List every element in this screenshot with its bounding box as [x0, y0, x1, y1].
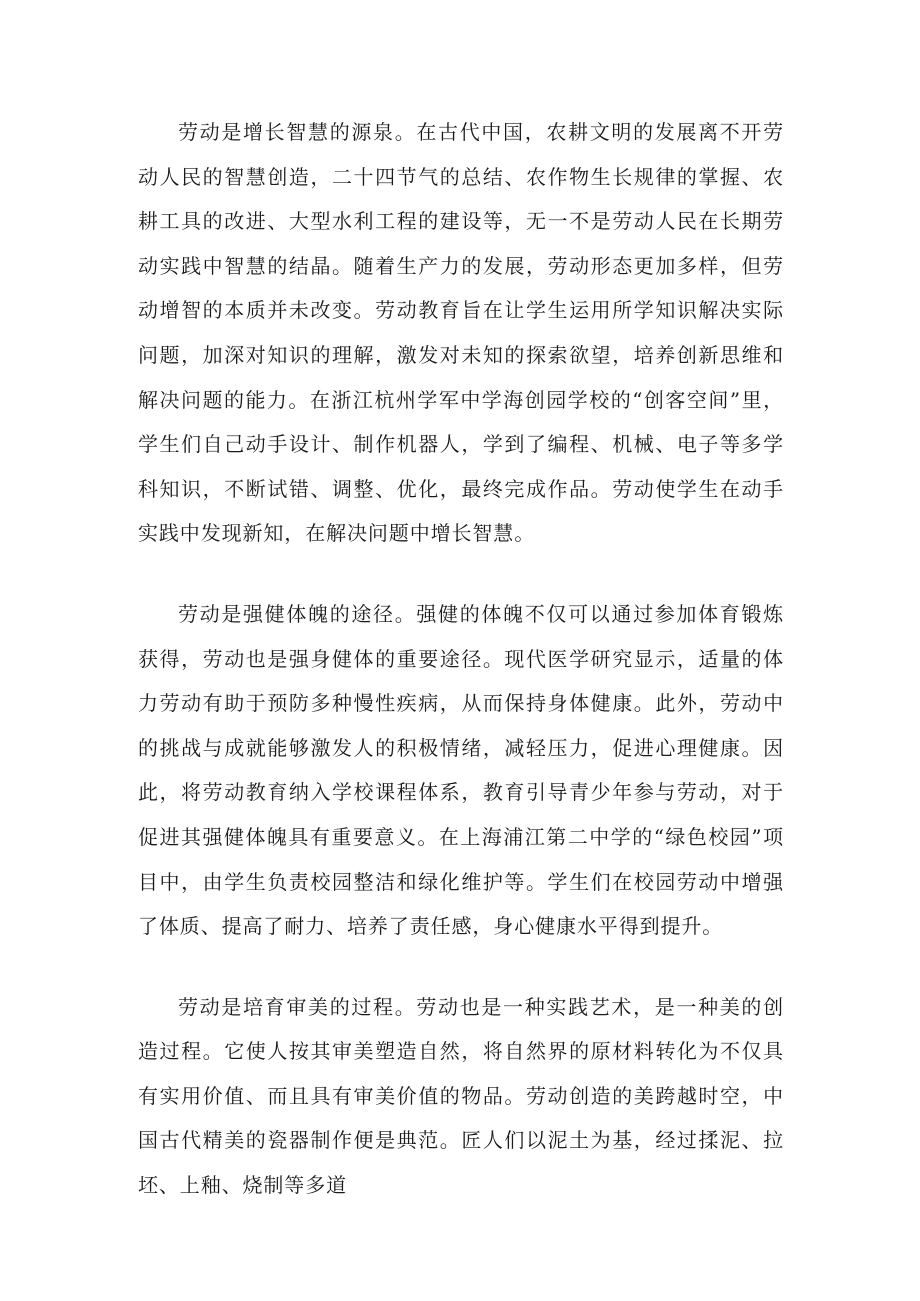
- paragraph-labor-aesthetics: 劳动是培育审美的过程。劳动也是一种实践艺术，是一种美的创造过程。它使人按其审美塑造自然，将自然界的原材料转化为不仅具有实用价值、而且具有审美价值的物品。劳动创造的美跨越时空，中国古代精美的瓷器制作便是典范。匠人们以泥土为基，经过揉泥、拉坯、上釉、烧制等多道: [138, 994, 784, 1198]
- paragraph-labor-wisdom: 劳动是增长智慧的源泉。在古代中国，农耕文明的发展离不开劳动人民的智慧创造，二十四节气的总结、农作物生长规律的掌握、农耕工具的改进、大型水利工程的建设等，无一不是劳动人民在长期劳动实践中智慧的结晶。随着生产力的发展，劳动形态更加多样，但劳动增智的本质并未改变。劳动教育旨在让学生运用所学知识解决实际问题，加深对知识的理解，激发对未知的探索欲望，培养创新思维和解决问题的能力。在浙江杭州学军中学海创园学校的“创客空间”里，学生们自己动手设计、制作机器人，学到了编程、机械、电子等多学科知识，不断试错、调整、优化，最终完成作品。劳动使学生在动手实践中发现新知，在解决问题中增长智慧。: [138, 120, 784, 546]
- paragraph-labor-health: 劳动是强健体魄的途径。强健的体魄不仅可以通过参加体育锻炼获得，劳动也是强身健体的重要途径。现代医学研究显示，适量的体力劳动有助于预防多种慢性疾病，从而保持身体健康。此外，劳动中的挑战与成就能够激发人的积极情绪，减轻压力，促进心理健康。因此，将劳动教育纳入学校课程体系，教育引导青少年参与劳动，对于促进其强健体魄具有重要意义。在上海浦江第二中学的“绿色校园”项目中，由学生负责校园整洁和绿化维护等。学生们在校园劳动中增强了体质、提高了耐力、培养了责任感，身心健康水平得到提升。: [138, 601, 784, 939]
- document-body: [138, 110, 784, 1208]
